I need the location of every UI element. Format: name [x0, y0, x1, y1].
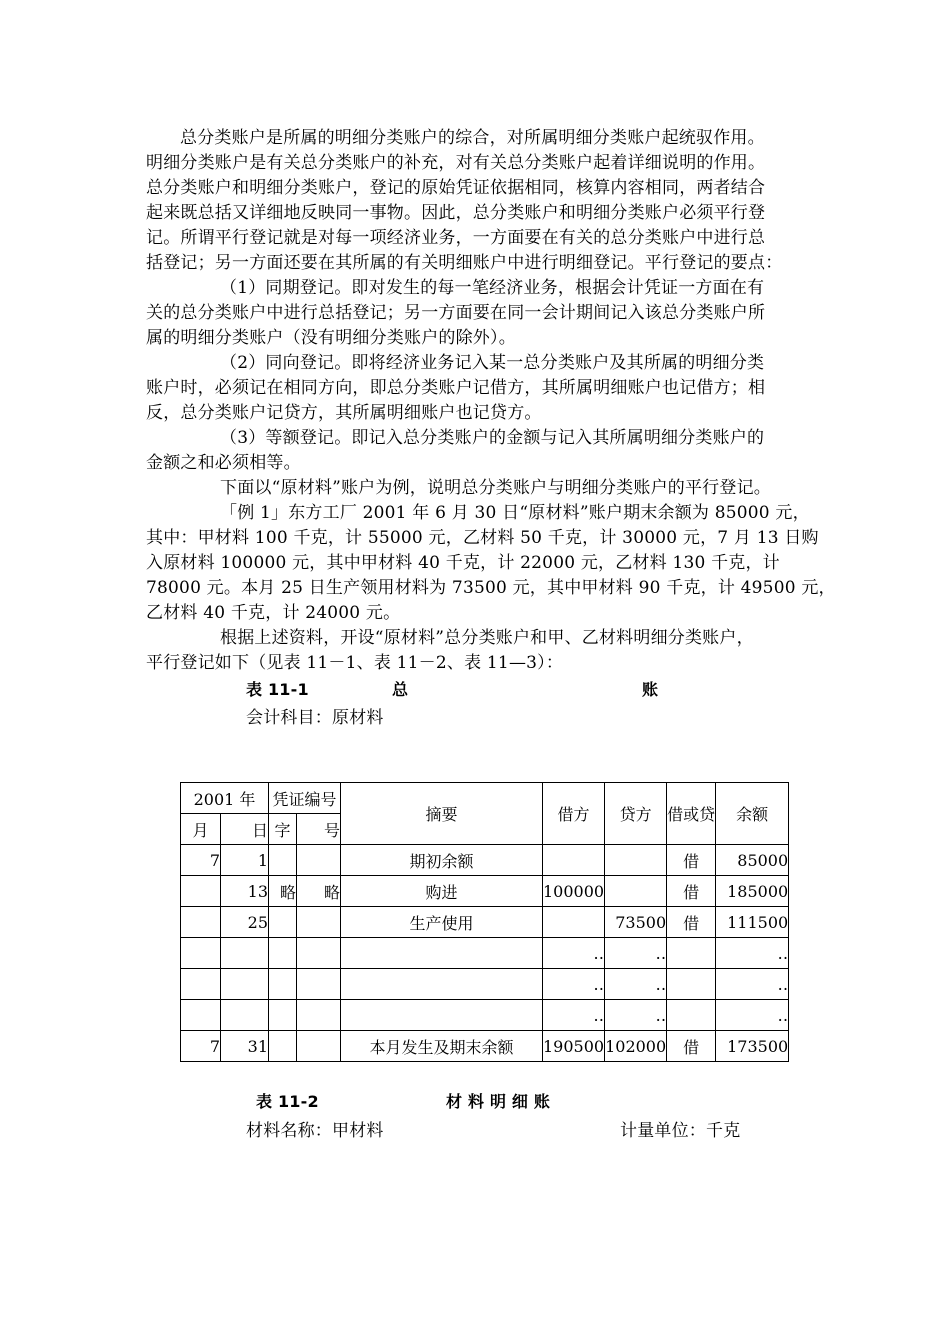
header-year: 2001 年	[181, 783, 269, 814]
table-row	[181, 1031, 789, 1062]
text-line: 记。所谓平行登记就是对每一项经济业务，一方面要在有关的总分类账户中进行总	[146, 228, 766, 248]
text-line: （3）等额登记。即记入总分类账户的金额与记入其所属明细分类账户的	[220, 428, 765, 448]
dc-cell	[667, 969, 716, 1000]
month-cell	[181, 938, 221, 969]
dc-cell: 借	[667, 907, 716, 938]
summary-cell: 期初余额	[341, 845, 543, 876]
table-row	[181, 969, 789, 1000]
day-cell	[221, 969, 269, 1000]
day-cell: 31	[221, 1031, 269, 1062]
summary-cell	[341, 969, 543, 1000]
summary-cell	[341, 1000, 543, 1031]
balance-cell: ‥	[716, 969, 789, 1000]
credit-cell: ‥	[605, 1000, 667, 1031]
header-voucher: 凭证编号	[269, 783, 341, 814]
day-cell: 13	[221, 876, 269, 907]
balance-cell: ‥	[716, 1000, 789, 1031]
table-row	[181, 876, 789, 907]
voucher-zi-cell	[269, 938, 297, 969]
dc-cell: 借	[667, 1031, 716, 1062]
paragraph-5: 下面以“原材料”账户为例，说明总分类账户与明细分类账户的平行登记。	[220, 478, 771, 498]
header-month: 月	[181, 814, 221, 845]
header-zi: 字	[269, 814, 297, 845]
balance-cell: 111500	[716, 907, 789, 938]
general-ledger-table	[180, 782, 789, 1062]
voucher-hao-cell	[297, 938, 341, 969]
text-line: 「例 1」东方工厂 2001 年 6 月 30 日“原材料”账户期末余额为 85000 元，	[220, 503, 810, 523]
voucher-zi-cell	[269, 845, 297, 876]
header-day: 日	[221, 814, 269, 845]
voucher-hao-cell: 略	[297, 876, 341, 907]
voucher-hao-cell	[297, 969, 341, 1000]
table1-title-right: 账	[642, 680, 659, 699]
table-row	[181, 845, 789, 876]
debit-cell: ‥	[543, 969, 605, 1000]
day-cell: 25	[221, 907, 269, 938]
table-row	[181, 1000, 789, 1031]
voucher-hao-cell	[297, 907, 341, 938]
voucher-zi-cell	[269, 1000, 297, 1031]
dc-cell	[667, 1000, 716, 1031]
credit-cell	[605, 876, 667, 907]
header-balance: 余额	[716, 783, 789, 845]
dc-cell: 借	[667, 845, 716, 876]
summary-cell: 生产使用	[341, 907, 543, 938]
balance-cell: ‥	[716, 938, 789, 969]
credit-cell: ‥	[605, 938, 667, 969]
header-credit: 贷方	[605, 783, 667, 845]
debit-cell: 100000	[543, 876, 605, 907]
month-cell: 7	[181, 845, 221, 876]
table-row	[181, 938, 789, 969]
balance-cell: 185000	[716, 876, 789, 907]
table2-title: 材 料 明 细 账	[446, 1092, 551, 1111]
credit-cell: 73500	[605, 907, 667, 938]
table1-title-left: 总	[392, 680, 409, 699]
text-line: 总分类账户和明细分类账户，登记的原始凭证依据相同，核算内容相同，两者结合	[146, 178, 766, 198]
voucher-hao-cell	[297, 845, 341, 876]
voucher-zi-cell: 略	[269, 876, 297, 907]
table1-subject: 会计科目：原材料	[246, 708, 384, 728]
text-line: 乙材料 40 千克，计 24000 元。	[146, 603, 401, 623]
voucher-zi-cell	[269, 907, 297, 938]
header-hao: 号	[297, 814, 341, 845]
table2-material: 材料名称：甲材料	[246, 1121, 384, 1141]
month-cell	[181, 876, 221, 907]
text-line: 起来既总括又详细地反映同一事物。因此，总分类账户和明细分类账户必须平行登	[146, 203, 766, 223]
table-row	[181, 907, 789, 938]
voucher-zi-cell	[269, 1031, 297, 1062]
day-cell	[221, 938, 269, 969]
month-cell: 7	[181, 1031, 221, 1062]
debit-cell	[543, 845, 605, 876]
dc-cell	[667, 938, 716, 969]
debit-cell: ‥	[543, 1000, 605, 1031]
table2-unit: 计量单位：千克	[620, 1121, 741, 1141]
summary-cell	[341, 938, 543, 969]
text-line: 括登记；另一方面还要在其所属的有关明细账户中进行明细登记。平行登记的要点：	[146, 253, 783, 273]
credit-cell: ‥	[605, 969, 667, 1000]
voucher-zi-cell	[269, 969, 297, 1000]
text-line: 反，总分类账户记贷方，其所属明细账户也记贷方。	[146, 403, 542, 423]
text-line: 账户时，必须记在相同方向，即总分类账户记借方，其所属明细账户也记借方；相	[146, 378, 766, 398]
credit-cell	[605, 845, 667, 876]
month-cell	[181, 1000, 221, 1031]
header-debit: 借方	[543, 783, 605, 845]
balance-cell: 85000	[716, 845, 789, 876]
voucher-hao-cell	[297, 1031, 341, 1062]
text-line: 总分类账户是所属的明细分类账户的综合，对所属明细分类账户起统驭作用。	[180, 128, 765, 148]
day-cell	[221, 1000, 269, 1031]
balance-cell: 173500	[716, 1031, 789, 1062]
text-line: 入原材料 100000 元，其中甲材料 40 千克，计 22000 元，乙材料 130 千克，计	[146, 553, 780, 573]
voucher-hao-cell	[297, 1000, 341, 1031]
debit-cell: ‥	[543, 938, 605, 969]
text-line: 其中：甲材料 100 千克，计 55000 元，乙材料 50 千克，计 30000 元，7 月 13 日购	[146, 528, 819, 548]
table-header-row	[181, 783, 789, 814]
text-line: 关的总分类账户中进行总括登记；另一方面要在同一会计期间记入该总分类账户所	[146, 303, 766, 323]
text-line: 属的明细分类账户（没有明细分类账户的除外）。	[146, 328, 516, 348]
text-line: 明细分类账户是有关总分类账户的补充，对有关总分类账户起着详细说明的作用。	[146, 153, 766, 173]
summary-cell: 本月发生及期末余额	[341, 1031, 543, 1062]
credit-cell: 102000	[605, 1031, 667, 1062]
dc-cell: 借	[667, 876, 716, 907]
summary-cell: 购进	[341, 876, 543, 907]
day-cell: 1	[221, 845, 269, 876]
text-line: （2）同向登记。即将经济业务记入某一总分类账户及其所属的明细分类	[220, 353, 765, 373]
month-cell	[181, 907, 221, 938]
text-line: 78000 元。本月 25 日生产领用材料为 73500 元，其中甲材料 90 千克，计 49500 元，	[146, 578, 836, 598]
month-cell	[181, 969, 221, 1000]
debit-cell	[543, 907, 605, 938]
text-line: 平行登记如下（见表 11－1、表 11－2、表 11—3）：	[146, 653, 564, 673]
header-dc: 借或贷	[667, 783, 716, 845]
text-line: 金额之和必须相等。	[146, 453, 301, 473]
text-line: 根据上述资料，开设“原材料”总分类账户和甲、乙材料明细分类账户，	[220, 628, 754, 648]
table1-number: 表 11-1	[246, 680, 309, 699]
table2-number: 表 11-2	[256, 1092, 319, 1111]
header-summary: 摘要	[341, 783, 543, 845]
text-line: （1）同期登记。即对发生的每一笔经济业务，根据会计凭证一方面在有	[220, 278, 765, 298]
debit-cell: 190500	[543, 1031, 605, 1062]
